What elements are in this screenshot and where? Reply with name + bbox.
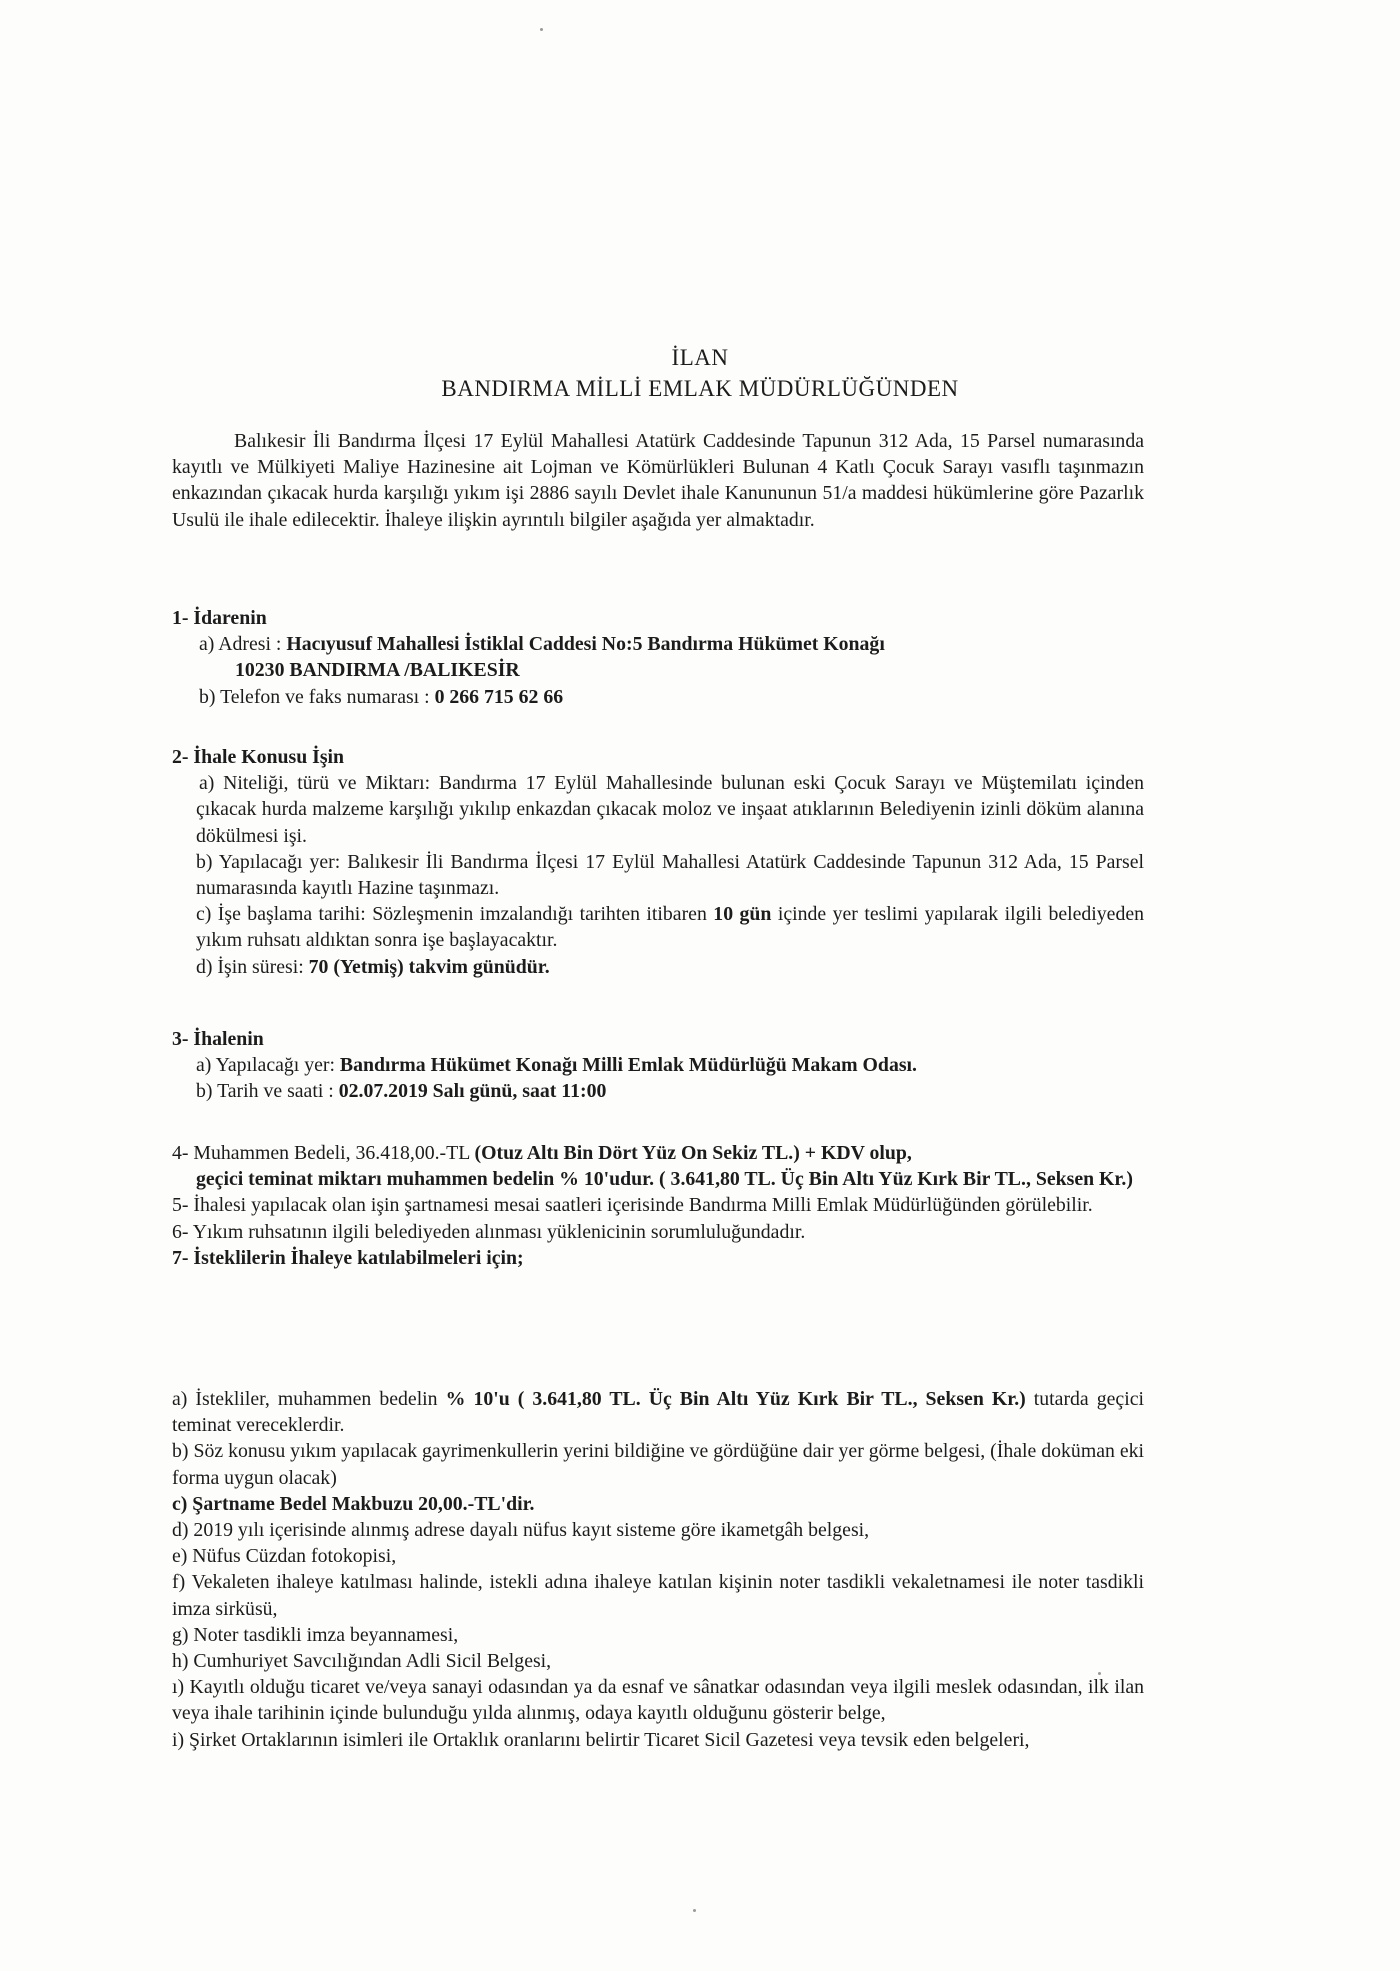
req-a — [172, 1386, 1144, 1438]
cost-bold: (Otuz Altı Bin Dört Yüz On Sekiz TL.) + KDV olup, — [474, 1142, 912, 1164]
address-city: 10230 BANDIRMA /BALIKESİR — [235, 659, 520, 682]
tender-place-value: Bandırma Hükümet Konağı Milli Emlak Müdürlüğü Makam Odası. — [339, 1054, 917, 1077]
item-estimated-cost — [172, 1140, 1144, 1166]
section-title: 2- İhale Konusu İşin — [172, 746, 345, 768]
start-date-text: c) İşe başlama tarihi: Sözleşmenin imzalandığı tarihten itibaren — [196, 903, 714, 926]
requirements-list — [172, 1386, 1144, 1753]
subject-duration — [172, 954, 1144, 980]
start-date-days: 10 gün — [713, 903, 772, 926]
item-specification: 5- İhalesi yapılacak olan işin şartnamesi mesai saatleri içerisinde Bandırma Milli Emlak Müdürlüğünden görülebilir. — [172, 1194, 1093, 1217]
req-c: c) Şartname Bedel Makbuzu 20,00.-TL'dir. — [172, 1492, 535, 1515]
office-title: BANDIRMA MİLLİ EMLAK MÜDÜRLÜĞÜNDEN — [441, 376, 959, 401]
req-b: b) Söz konusu yıkım yapılacak gayrimenkullerin yerini bildiğine ve gördüğüne dair yer görme belgesi, (İhale doküman eki forma uygun olacak) — [172, 1440, 1144, 1489]
section-items — [172, 1140, 1144, 1271]
section-title: 1- İdarenin — [172, 607, 267, 629]
item-requirements-title: 7- İsteklilerin İhaleye katılabilmeleri için; — [172, 1246, 524, 1269]
section-title: 3- İhalenin — [172, 1028, 264, 1050]
req-e: e) Nüfus Cüzdan fotokopisi, — [172, 1545, 397, 1568]
scan-speck — [1098, 1672, 1101, 1675]
address-row — [172, 631, 1144, 657]
scan-speck — [540, 28, 543, 31]
address-label: a) Adresi : — [199, 633, 287, 656]
item-permit: 6- Yıkım ruhsatının ilgili belediyeden alınması yüklenicinin sorumluluğundadır. — [172, 1220, 806, 1243]
req-d: d) 2019 yılı içerisinde alınmış adrese dayalı nüfus kayıt sisteme göre ikametgâh belgesi, — [172, 1519, 870, 1542]
phone-value: 0 266 715 62 66 — [434, 685, 564, 708]
req-i: i) Şirket Ortaklarının isimleri ile Ortaklık oranlarını belirtir Ticaret Sicil Gazetesi veya tevsik eden belgeleri, — [172, 1728, 1030, 1751]
tender-date — [172, 1078, 1144, 1104]
intro-paragraph: Balıkesir İli Bandırma İlçesi 17 Eylül Mahallesi Atatürk Caddesinde Tapunun 312 Ada, 15 Parsel numarasında kayıtlı ve Mülkiyeti Maliye Hazinesine ait Lojman ve Kömürlükleri Bulunan 4 Katlı Çocuk Sarayı vasıflı taşınmazın enkazından çıkacak hurda karşılığı yıkım işi 2886 sayılı Devlet ihale Kanununun 51/a maddesi hükümlerine göre Pazarlık Usulü ile ihale edilecektir. İhaleye ilişkin ayrıntılı bilgiler aşağıda yer almaktadır. — [172, 430, 1144, 531]
req-h: h) Cumhuriyet Savcılığından Adli Sicil Belgesi, — [172, 1650, 552, 1673]
req-a-text: a) İstekliler, muhammen bedelin — [172, 1388, 446, 1410]
req-g: g) Noter tasdikli imza beyannamesi, — [172, 1623, 459, 1646]
cost-text: 4- Muhammen Bedeli, 36.418,00.-TL — [172, 1142, 475, 1164]
tender-place-label: a) Yapılacağı yer: — [196, 1054, 340, 1077]
section-administration — [172, 605, 1144, 710]
tender-date-value: 02.07.2019 Salı günü, saat 11:00 — [338, 1080, 607, 1103]
section-tender — [172, 1026, 1144, 1105]
item-guarantee: geçici teminat miktarı muhammen bedelin % 10'udur. ( 3.641,80 TL. Üç Bin Altı Yüz Kırk Bir TL., Seksen Kr.) — [196, 1168, 1133, 1191]
scan-speck — [693, 1909, 696, 1912]
phone-label: b) Telefon ve faks numarası : — [199, 685, 435, 708]
start-date-text-2: içinde yer teslimi yapılarak ilgili belediyeden yıkım ruhsatı aldıktan sonra işe başlayacaktır. — [196, 903, 1145, 952]
tender-place — [172, 1052, 1144, 1078]
address-value: Hacıyusuf Mahallesi İstiklal Caddesi No:5 Bandırma Hükümet Konağı — [286, 633, 885, 656]
duration-label: d) İşin süresi: — [196, 955, 309, 978]
section-subject — [172, 744, 1144, 980]
phone-row — [172, 684, 1144, 710]
req-f: f) Vekaleten ihaleye katılması halinde, istekli adına ihaleye katılan kişinin noter tasdikli vekaletnamesi ile noter tasdikli imza sirküsü, — [172, 1571, 1144, 1620]
tender-date-label: b) Tarih ve saati : — [196, 1080, 339, 1103]
req-a-bold: % 10'u ( 3.641,80 TL. Üç Bin Altı Yüz Kırk Bir TL., Seksen Kr.) — [445, 1388, 1026, 1410]
duration-value: 70 (Yetmiş) takvim günüdür. — [308, 955, 550, 978]
subject-nature: a) Niteliği, türü ve Miktarı: Bandırma 17 Eylül Mahallesinde bulunan eski Çocuk Sarayı ve Müştemilatı içinden çıkacak hurda malzeme karşılığı yıkılıp enkazdan çıkacak moloz ve inşaat atıklarının Belediyenin izinli döküm alanına dökülmesi işi. — [196, 772, 1144, 847]
req-i-dotless: ı) Kayıtlı olduğu ticaret ve/veya sanayi odasından ya da esnaf ve sânatkar odasından veya ilgili meslek odasından, ilk ilan veya ihale tarihinin içinde bulunduğu yılda alınmış, odaya kayıtlı olduğunu gösterir belge, — [172, 1676, 1144, 1725]
subject-location: b) Yapılacağı yer: Balıkesir İli Bandırma İlçesi 17 Eylül Mahallesi Atatürk Caddesinde Tapunun 312 Ada, 15 Parsel numarasında kayıtlı Hazine taşınmazı. — [196, 850, 1144, 900]
announcement-title: İLAN — [671, 345, 729, 370]
req-a-text-2: tutarda geçici teminat vereceklerdir. — [172, 1388, 1144, 1437]
subject-start-date — [172, 901, 1144, 953]
